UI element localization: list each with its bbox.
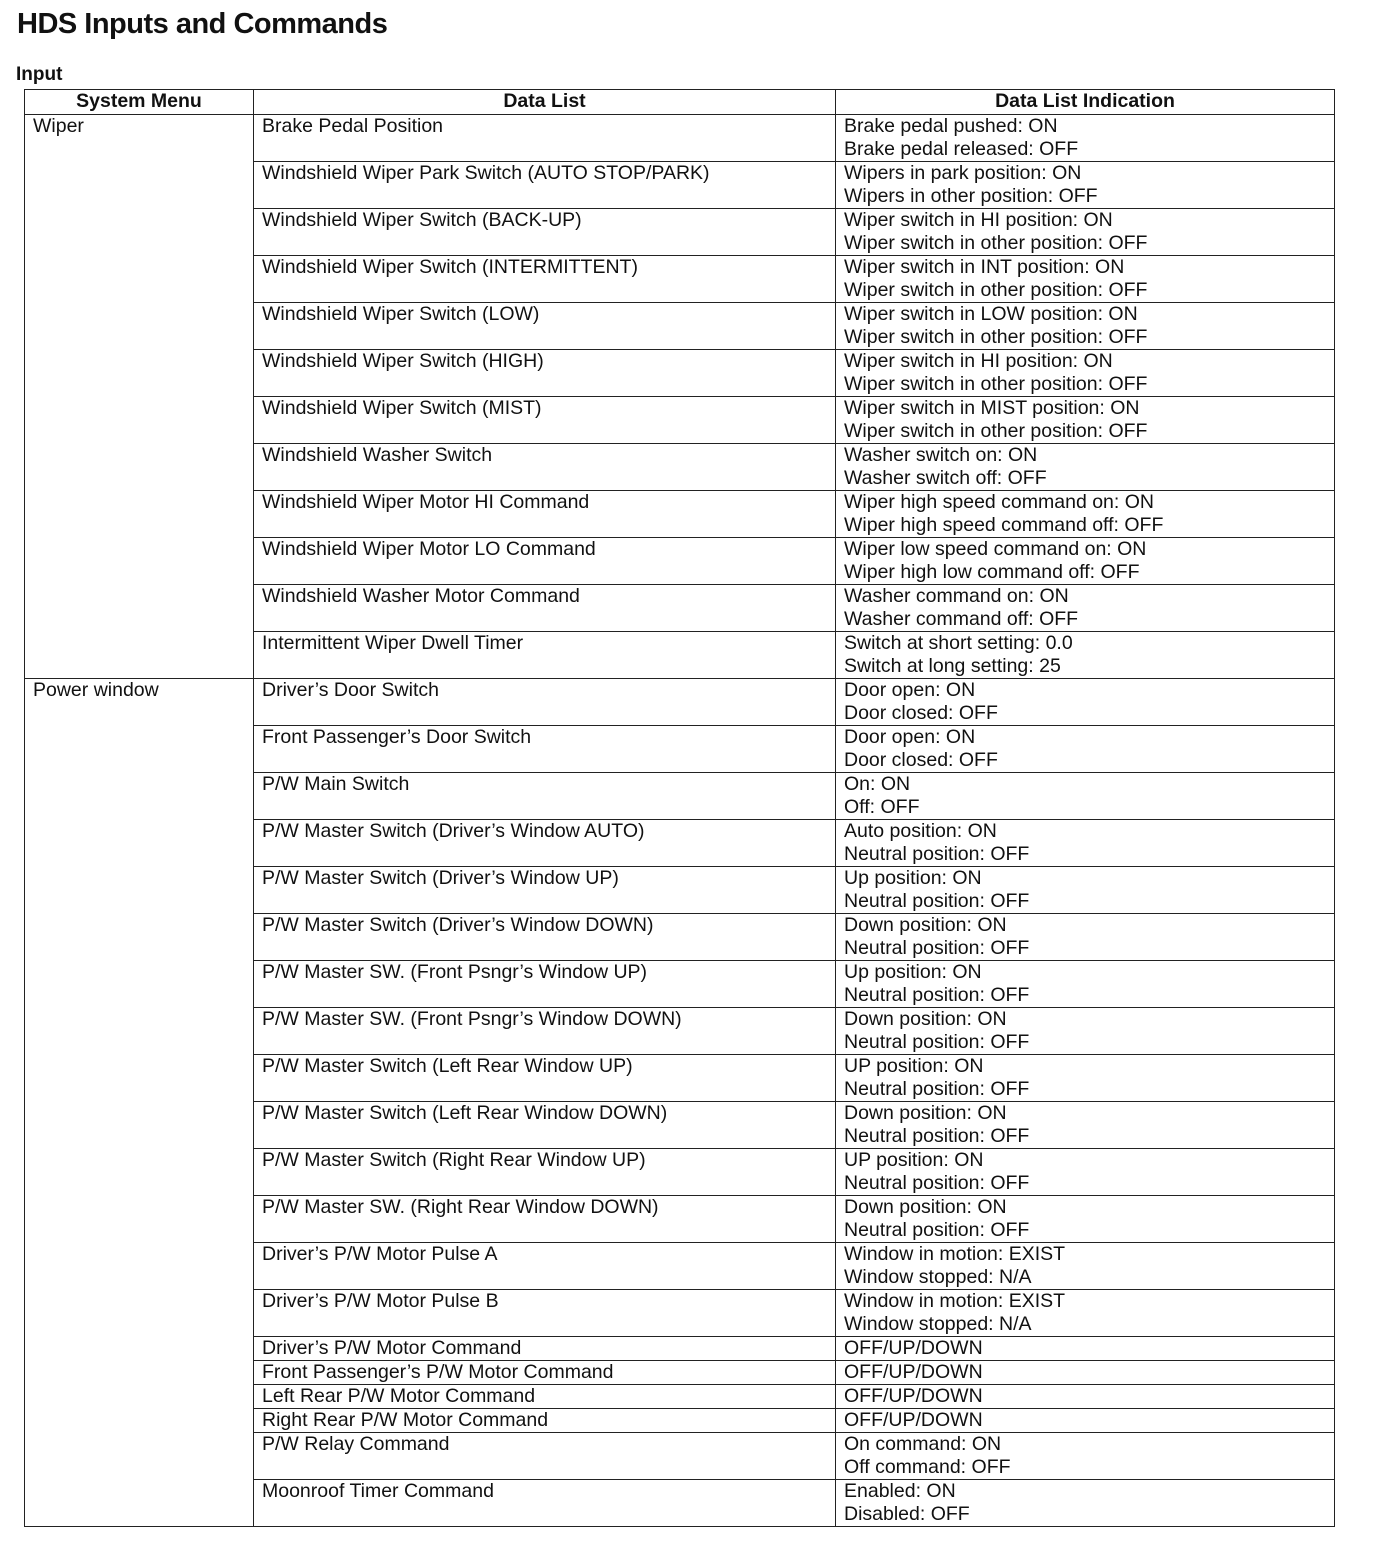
data-list-indication-cell [836, 820, 1335, 867]
indication-line-2: Neutral position: OFF [844, 843, 1030, 865]
data-list-cell: P/W Master SW. (Front Psngr’s Window UP) [254, 961, 836, 1008]
data-list-indication-cell [836, 1409, 1335, 1433]
data-list-indication-cell [836, 350, 1335, 397]
indication-line-2: Neutral position: OFF [844, 937, 1030, 959]
indication-line-1: Wiper high speed command on: ON [844, 491, 1154, 513]
data-list-cell: Windshield Washer Switch [254, 444, 836, 491]
indication-line-1: Enabled: ON [844, 1480, 956, 1502]
data-list-cell: Driver’s Door Switch [254, 679, 836, 726]
indication-line-1: Window in motion: EXIST [844, 1290, 1066, 1312]
indication-line-2: Wiper switch in other position: OFF [844, 420, 1148, 442]
indication-line-1: Up position: ON [844, 867, 982, 889]
indication-line-1: Wiper switch in HI position: ON [844, 209, 1113, 231]
indication-line-2: Neutral position: OFF [844, 1172, 1030, 1194]
data-list-indication-cell [836, 632, 1335, 679]
indication-line-2: Neutral position: OFF [844, 1125, 1030, 1147]
indication-line-1: Down position: ON [844, 1196, 1007, 1218]
data-list-cell: Right Rear P/W Motor Command [254, 1409, 836, 1433]
indication-line-1: OFF/UP/DOWN [844, 1337, 983, 1359]
system-menu-cell: Wiper [25, 115, 254, 679]
table-header-row [25, 90, 1335, 115]
hds-input-table [24, 89, 1335, 1527]
data-list-cell: Moonroof Timer Command [254, 1480, 836, 1527]
indication-line-2: Wiper switch in other position: OFF [844, 326, 1148, 348]
data-list-indication-cell [836, 303, 1335, 350]
indication-line-2: Door closed: OFF [844, 702, 998, 724]
table-body [25, 115, 1335, 1527]
data-list-cell: P/W Master Switch (Left Rear Window UP) [254, 1055, 836, 1102]
indication-line-1: Down position: ON [844, 1008, 1007, 1030]
indication-line-1: Down position: ON [844, 914, 1007, 936]
indication-line-2: Wiper switch in other position: OFF [844, 232, 1148, 254]
indication-line-2: Off command: OFF [844, 1456, 1011, 1478]
data-list-cell: Left Rear P/W Motor Command [254, 1385, 836, 1409]
data-list-indication-cell [836, 1361, 1335, 1385]
data-list-cell: Windshield Wiper Switch (MIST) [254, 397, 836, 444]
data-list-cell: P/W Master Switch (Driver’s Window UP) [254, 867, 836, 914]
indication-line-2: Wiper high low command off: OFF [844, 561, 1140, 583]
table-row [25, 115, 1335, 162]
indication-line-1: UP position: ON [844, 1055, 984, 1077]
data-list-indication-cell [836, 867, 1335, 914]
indication-line-2: Neutral position: OFF [844, 1031, 1030, 1053]
data-list-cell: Windshield Wiper Park Switch (AUTO STOP/PARK) [254, 162, 836, 209]
data-list-indication-cell [836, 538, 1335, 585]
indication-line-2: Neutral position: OFF [844, 890, 1030, 912]
indication-line-1: Wiper switch in INT position: ON [844, 256, 1125, 278]
indication-line-2: Wipers in other position: OFF [844, 185, 1098, 207]
data-list-indication-cell [836, 585, 1335, 632]
data-list-indication-cell [836, 1102, 1335, 1149]
indication-line-1: Washer switch on: ON [844, 444, 1038, 466]
data-list-cell: Brake Pedal Position [254, 115, 836, 162]
indication-line-1: Window in motion: EXIST [844, 1243, 1066, 1265]
data-list-cell: P/W Master Switch (Driver’s Window AUTO) [254, 820, 836, 867]
data-list-indication-cell [836, 1433, 1335, 1480]
indication-line-1: Down position: ON [844, 1102, 1007, 1124]
data-list-indication-cell [836, 1480, 1335, 1527]
indication-line-1: Washer command on: ON [844, 585, 1069, 607]
system-menu-cell: Power window [25, 679, 254, 1527]
data-list-cell: Windshield Wiper Switch (BACK-UP) [254, 209, 836, 256]
data-list-indication-cell [836, 115, 1335, 162]
indication-line-1: OFF/UP/DOWN [844, 1385, 983, 1407]
data-list-indication-cell [836, 209, 1335, 256]
indication-line-1: Door open: ON [844, 679, 976, 701]
page-title: HDS Inputs and Commands [17, 8, 388, 40]
data-list-indication-cell [836, 1149, 1335, 1196]
data-list-indication-cell [836, 444, 1335, 491]
data-list-cell: Driver’s P/W Motor Command [254, 1337, 836, 1361]
data-list-cell: Front Passenger’s Door Switch [254, 726, 836, 773]
indication-line-1: Wiper switch in MIST position: ON [844, 397, 1140, 419]
indication-line-2: Window stopped: N/A [844, 1313, 1032, 1335]
indication-line-2: Washer command off: OFF [844, 608, 1079, 630]
indication-line-1: OFF/UP/DOWN [844, 1361, 983, 1383]
indication-line-1: OFF/UP/DOWN [844, 1409, 983, 1431]
data-list-indication-cell [836, 679, 1335, 726]
data-list-indication-cell [836, 1290, 1335, 1337]
indication-line-1: UP position: ON [844, 1149, 984, 1171]
table-row [25, 679, 1335, 726]
indication-line-2: Wiper switch in other position: OFF [844, 279, 1148, 301]
data-list-cell: Windshield Wiper Switch (LOW) [254, 303, 836, 350]
data-list-indication-cell [836, 1055, 1335, 1102]
data-list-cell: Windshield Wiper Motor HI Command [254, 491, 836, 538]
data-list-indication-cell [836, 773, 1335, 820]
indication-line-2: Switch at long setting: 25 [844, 655, 1061, 677]
data-list-indication-cell [836, 961, 1335, 1008]
indication-line-2: Neutral position: OFF [844, 984, 1030, 1006]
indication-line-1: Auto position: ON [844, 820, 997, 842]
indication-line-2: Door closed: OFF [844, 749, 998, 771]
data-list-cell: P/W Master Switch (Left Rear Window DOWN) [254, 1102, 836, 1149]
data-list-cell: Windshield Wiper Switch (HIGH) [254, 350, 836, 397]
data-list-indication-cell [836, 491, 1335, 538]
indication-line-2: Disabled: OFF [844, 1503, 970, 1525]
indication-line-1: Wiper low speed command on: ON [844, 538, 1147, 560]
indication-line-1: Wipers in park position: ON [844, 162, 1082, 184]
data-list-cell: Driver’s P/W Motor Pulse A [254, 1243, 836, 1290]
data-list-indication-cell [836, 914, 1335, 961]
data-list-cell: P/W Main Switch [254, 773, 836, 820]
header-system-menu: System Menu [25, 90, 254, 115]
indication-line-2: Window stopped: N/A [844, 1266, 1032, 1288]
data-list-cell: P/W Master Switch (Driver’s Window DOWN) [254, 914, 836, 961]
indication-line-2: Brake pedal released: OFF [844, 138, 1079, 160]
data-list-indication-cell [836, 1337, 1335, 1361]
indication-line-1: On command: ON [844, 1433, 1002, 1455]
indication-line-1: Up position: ON [844, 961, 982, 983]
indication-line-1: Brake pedal pushed: ON [844, 115, 1058, 137]
section-label: Input [16, 64, 63, 85]
indication-line-2: Neutral position: OFF [844, 1078, 1030, 1100]
data-list-indication-cell [836, 162, 1335, 209]
data-list-indication-cell [836, 1008, 1335, 1055]
indication-line-2: Wiper high speed command off: OFF [844, 514, 1164, 536]
data-list-cell: P/W Master Switch (Right Rear Window UP) [254, 1149, 836, 1196]
data-list-indication-cell [836, 1243, 1335, 1290]
indication-line-2: Washer switch off: OFF [844, 467, 1047, 489]
indication-line-1: Switch at short setting: 0.0 [844, 632, 1073, 654]
data-list-cell: Intermittent Wiper Dwell Timer [254, 632, 836, 679]
data-list-cell: Windshield Washer Motor Command [254, 585, 836, 632]
indication-line-1: On: ON [844, 773, 911, 795]
data-list-cell: P/W Relay Command [254, 1433, 836, 1480]
indication-line-1: Wiper switch in HI position: ON [844, 350, 1113, 372]
data-list-cell: Driver’s P/W Motor Pulse B [254, 1290, 836, 1337]
indication-line-1: Wiper switch in LOW position: ON [844, 303, 1138, 325]
indication-line-2: Wiper switch in other position: OFF [844, 373, 1148, 395]
data-list-indication-cell [836, 726, 1335, 773]
data-list-indication-cell [836, 256, 1335, 303]
data-list-cell: P/W Master SW. (Front Psngr’s Window DOWN) [254, 1008, 836, 1055]
data-list-cell: Front Passenger’s P/W Motor Command [254, 1361, 836, 1385]
data-list-indication-cell [836, 1196, 1335, 1243]
header-data-list: Data List [254, 90, 836, 115]
indication-line-2: Neutral position: OFF [844, 1219, 1030, 1241]
data-list-cell: P/W Master SW. (Right Rear Window DOWN) [254, 1196, 836, 1243]
indication-line-2: Off: OFF [844, 796, 920, 818]
data-list-cell: Windshield Wiper Switch (INTERMITTENT) [254, 256, 836, 303]
data-list-indication-cell [836, 397, 1335, 444]
data-list-indication-cell [836, 1385, 1335, 1409]
indication-line-1: Door open: ON [844, 726, 976, 748]
header-data-list-indication: Data List Indication [836, 90, 1335, 115]
data-list-cell: Windshield Wiper Motor LO Command [254, 538, 836, 585]
